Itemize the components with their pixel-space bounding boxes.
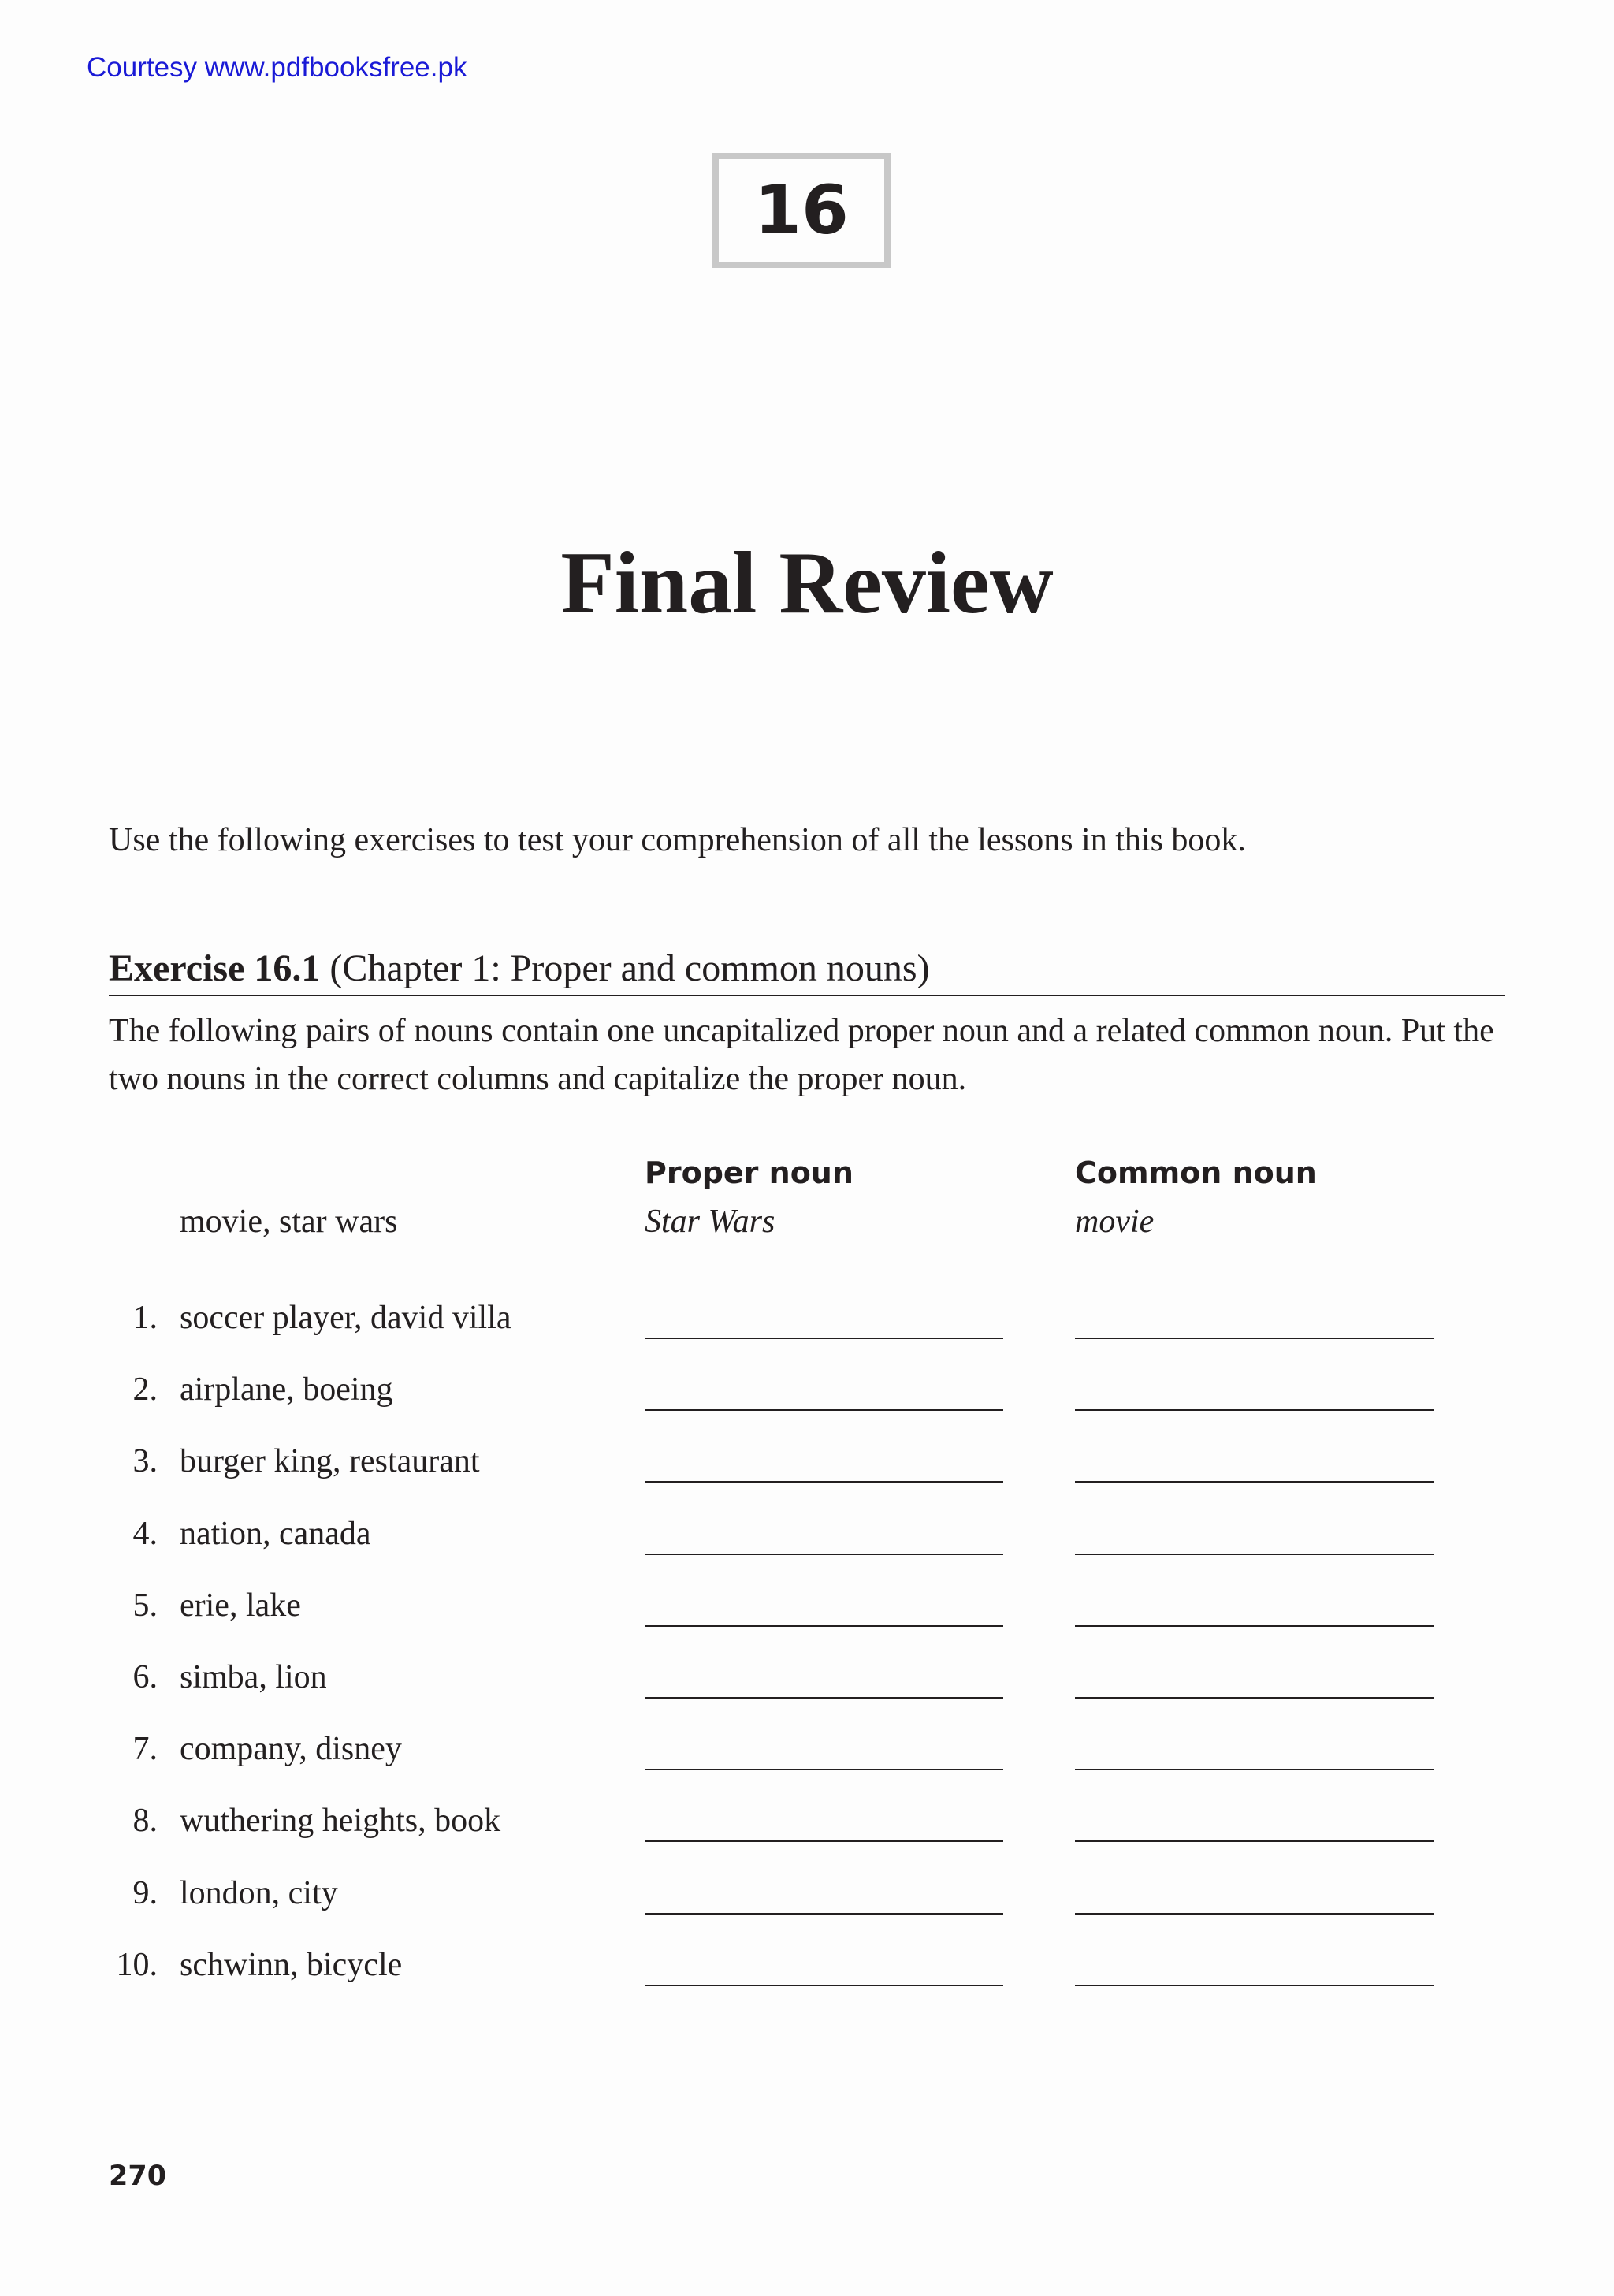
item-noun-pair: erie, lake	[180, 1587, 301, 1624]
proper-noun-answer-blank[interactable]	[645, 1697, 1003, 1699]
common-noun-answer-blank[interactable]	[1075, 1409, 1434, 1411]
exercise-item	[0, 1582, 1614, 1654]
exercise-item	[0, 1870, 1614, 1941]
item-noun-pair: simba, lion	[180, 1659, 327, 1695]
example-pair: movie, star wars	[180, 1204, 398, 1240]
exercise-heading	[109, 943, 1505, 996]
proper-noun-answer-blank[interactable]	[645, 1769, 1003, 1770]
exercise-item	[0, 1941, 1614, 2013]
item-number: 10.	[116, 1946, 158, 1983]
item-noun-pair: burger king, restaurant	[180, 1443, 480, 1480]
item-noun-pair: nation, canada	[180, 1515, 371, 1552]
item-noun-pair: london, city	[180, 1874, 338, 1911]
proper-noun-answer-blank[interactable]	[645, 1338, 1003, 1339]
common-noun-answer-blank[interactable]	[1075, 1338, 1434, 1339]
proper-noun-answer-blank[interactable]	[645, 1840, 1003, 1842]
common-noun-answer-blank[interactable]	[1075, 1913, 1434, 1915]
exercise-item	[0, 1294, 1614, 1366]
courtesy-link[interactable]: Courtesy www.pdfbooksfree.pk	[87, 52, 467, 83]
item-number: 6.	[132, 1659, 158, 1695]
common-noun-answer-blank[interactable]	[1075, 1554, 1434, 1555]
exercise-item	[0, 1725, 1614, 1797]
page-title: Final Review	[560, 534, 1054, 632]
item-noun-pair: wuthering heights, book	[180, 1803, 501, 1840]
exercise-instructions: The following pairs of nouns contain one uncapitalized proper noun and a related common noun. Put the two nouns in the correct columns and capitalize the proper noun.	[109, 1013, 1494, 1097]
exercise-item	[0, 1438, 1614, 1509]
item-number: 9.	[132, 1874, 158, 1911]
exercise-item	[0, 1510, 1614, 1582]
item-number: 4.	[132, 1515, 158, 1552]
common-noun-answer-blank[interactable]	[1075, 1985, 1434, 1986]
column-header-proper-noun: Proper noun	[645, 1155, 853, 1190]
intro-paragraph: Use the following exercises to test your comprehension of all the lessons in this book.	[109, 822, 1246, 858]
exercise-item	[0, 1797, 1614, 1869]
item-noun-pair: airplane, boeing	[180, 1371, 393, 1408]
exercise-number: Exercise 16.1	[109, 947, 321, 989]
item-noun-pair: company, disney	[180, 1731, 402, 1768]
proper-noun-answer-blank[interactable]	[645, 1625, 1003, 1627]
item-noun-pair: soccer player, david villa	[180, 1300, 511, 1336]
proper-noun-answer-blank[interactable]	[645, 1554, 1003, 1555]
item-number: 1.	[132, 1300, 158, 1336]
column-header-common-noun: Common noun	[1075, 1155, 1317, 1190]
proper-noun-answer-blank[interactable]	[645, 1481, 1003, 1483]
exercise-subtitle: (Chapter 1: Proper and common nouns)	[320, 947, 930, 989]
common-noun-answer-blank[interactable]	[1075, 1625, 1434, 1627]
exercise-item	[0, 1654, 1614, 1725]
exercise-item	[0, 1366, 1614, 1438]
item-number: 7.	[132, 1731, 158, 1768]
proper-noun-answer-blank[interactable]	[645, 1913, 1003, 1915]
common-noun-answer-blank[interactable]	[1075, 1697, 1434, 1699]
proper-noun-answer-blank[interactable]	[645, 1409, 1003, 1411]
proper-noun-answer-blank[interactable]	[645, 1985, 1003, 1986]
item-number: 2.	[132, 1371, 158, 1408]
example-common-answer: movie	[1075, 1204, 1155, 1240]
common-noun-answer-blank[interactable]	[1075, 1840, 1434, 1842]
chapter-number: 16	[754, 171, 849, 250]
example-proper-answer: Star Wars	[645, 1204, 775, 1240]
common-noun-answer-blank[interactable]	[1075, 1769, 1434, 1770]
common-noun-answer-blank[interactable]	[1075, 1481, 1434, 1483]
item-number: 8.	[132, 1803, 158, 1840]
item-number: 3.	[132, 1443, 158, 1480]
item-noun-pair: schwinn, bicycle	[180, 1946, 403, 1983]
item-number: 5.	[132, 1587, 158, 1624]
chapter-number-box	[712, 153, 891, 268]
page-number: 270	[109, 2160, 167, 2192]
